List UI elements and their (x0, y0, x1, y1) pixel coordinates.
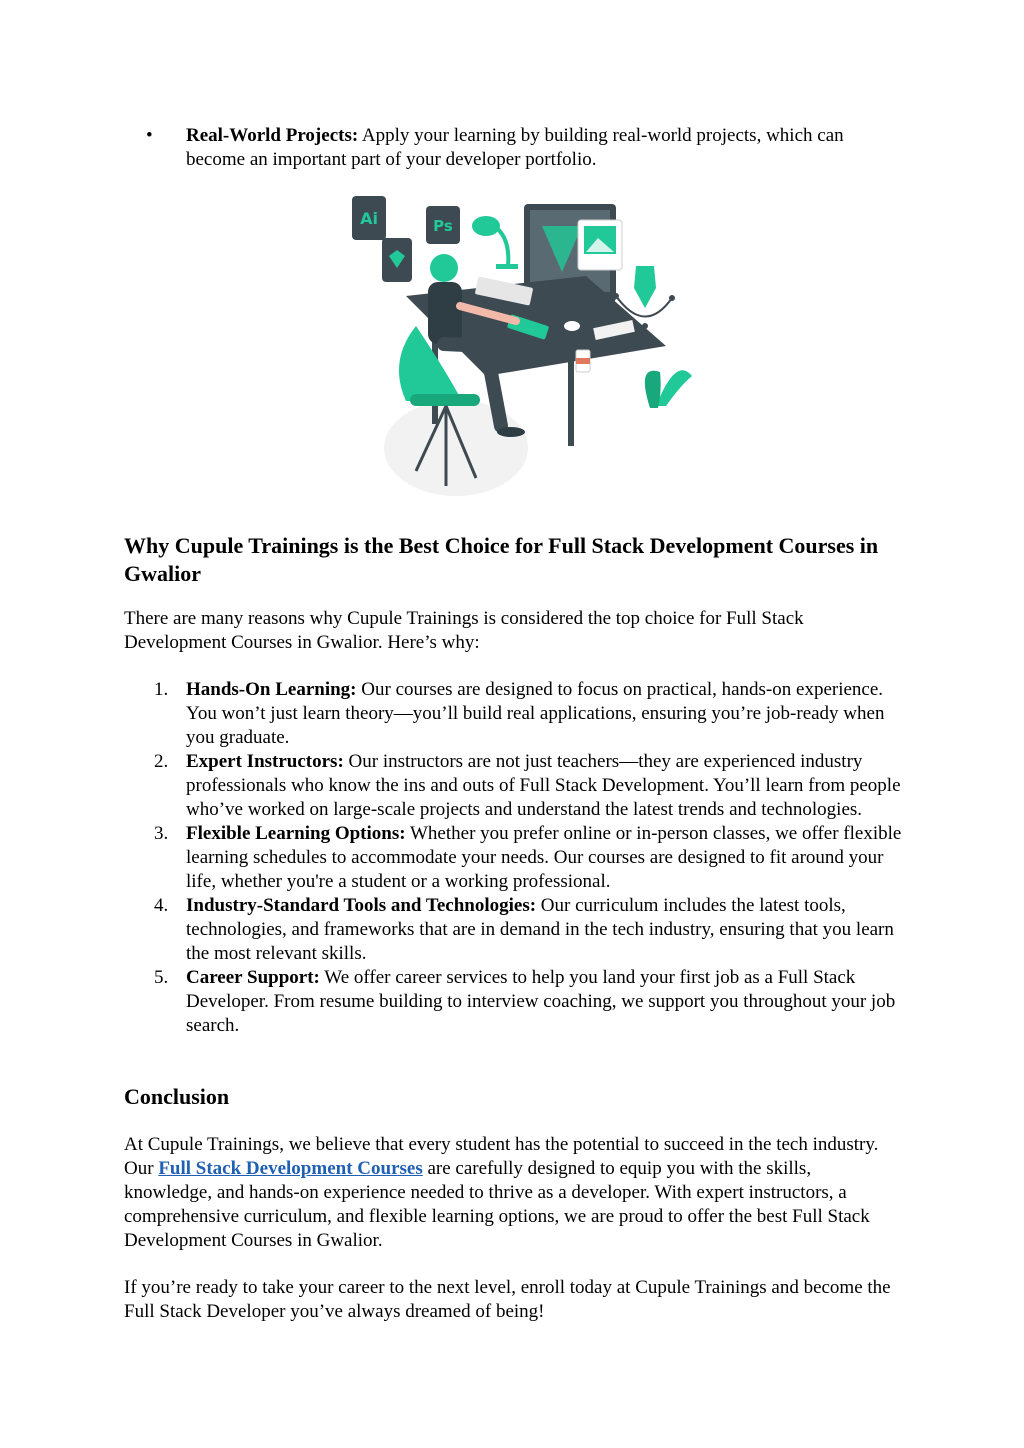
list-item (124, 894, 904, 966)
list-item (124, 678, 904, 750)
item-title: Career Support: (186, 967, 320, 988)
item-number: 1. (154, 679, 169, 700)
bullet-dot: • (146, 125, 153, 146)
item-title: Expert Instructors: (186, 751, 344, 772)
svg-text:Ps: Ps (433, 217, 453, 235)
item-title: Industry-Standard Tools and Technologies: (186, 895, 537, 916)
item-title: Hands-On Learning: (186, 679, 357, 700)
item-title: Flexible Learning Options: (186, 823, 406, 844)
developer-illustration (336, 186, 706, 504)
floor-shadow-icon (384, 400, 528, 496)
conclusion-text-after: are carefully designed to equip you with the skills, knowledge, and hands-on experience needed to thrive as a developer. With expert instructors, a comprehensive curriculum, and flexible learning options, we are proud to offer the best Full Stack Development Courses in Gwalior. (124, 1158, 870, 1251)
item-text: Our instructors are not just teachers—they are experienced industry professionals who know the ins and outs of Full Stack Development. You’ll learn from people who’ve worked on large-scale projects and understand the latest trends and technologies. (186, 751, 901, 820)
svg-text:Ai: Ai (360, 209, 378, 228)
item-text: Our courses are designed to focus on practical, hands-on experience. You won’t just learn theory—you’ll build real applications, ensuring you’re job-ready when you graduate. (186, 679, 885, 748)
item-text: Whether you prefer online or in-person classes, we offer flexible learning schedules to accommodate your needs. Our courses are designed to fit around your life, whether you're a student or a working professional. (186, 823, 902, 892)
item-number: 5. (154, 967, 169, 988)
item-title: Real-World Projects: (186, 125, 359, 146)
ps-badge-icon (426, 206, 460, 244)
reasons-list (124, 678, 904, 1038)
intro-paragraph: There are many reasons why Cupule Trainings is considered the top choice for Full Stack Development Courses in Gwalior. Here’s why: (124, 608, 804, 653)
list-item (124, 822, 904, 894)
coffee-cup-icon (576, 350, 590, 372)
item-number: 3. (154, 823, 169, 844)
conclusion-paragraph (124, 1133, 899, 1253)
list-item (124, 124, 904, 172)
item-number: 4. (154, 895, 169, 916)
image-card-icon (578, 220, 622, 270)
bullet-list (124, 124, 904, 172)
full-stack-courses-link[interactable]: Full Stack Development Courses (158, 1158, 423, 1179)
section-heading: Why Cupule Trainings is the Best Choice for Full Stack Development Courses in Gwalior (124, 533, 879, 586)
mouse-icon (564, 321, 580, 331)
list-item (124, 966, 904, 1038)
desk-lamp-icon (472, 216, 518, 269)
list-item (124, 750, 904, 822)
item-number: 2. (154, 751, 169, 772)
plant-icon (645, 370, 692, 408)
closing-paragraph: If you’re ready to take your career to the next level, enroll today at Cupule Trainings and become the Full Stack Developer you’ve always dreamed of being! (124, 1277, 891, 1322)
item-text: Apply your learning by building real-world projects, which can become an important part of your developer portfolio. (186, 125, 844, 170)
sketch-badge-icon (382, 238, 412, 282)
conclusion-heading: Conclusion (124, 1084, 230, 1109)
ai-badge-icon (352, 196, 386, 240)
item-text: We offer career services to help you land your first job as a Full Stack Developer. From resume building to interview coaching, we support you throughout your job search. (186, 967, 896, 1036)
item-text: Our curriculum includes the latest tools, technologies, and frameworks that are in demand in the tech industry, ensuring that you learn the most relevant skills. (186, 895, 894, 964)
conclusion-text-before: At Cupule Trainings, we believe that every student has the potential to succeed in the tech industry. Our (124, 1134, 879, 1179)
